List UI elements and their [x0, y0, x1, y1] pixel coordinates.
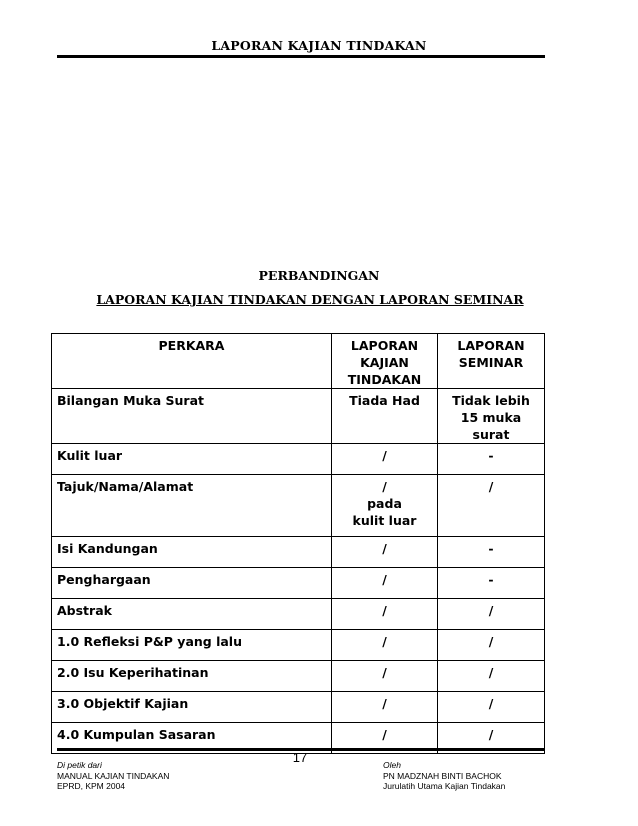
header-rule	[57, 55, 545, 58]
table-row	[52, 692, 545, 723]
table-row	[52, 568, 545, 599]
table-row	[52, 599, 545, 630]
row-seminar-value: /	[438, 630, 545, 661]
header-laporan-seminar: LAPORAN SEMINAR	[438, 334, 545, 389]
page-header-title: LAPORAN KAJIAN TINDAKAN	[211, 38, 427, 53]
header-perkara: PERKARA	[52, 334, 332, 389]
row-item: Abstrak	[52, 599, 332, 630]
footer-author	[383, 760, 505, 792]
row-seminar-value: -	[438, 444, 545, 475]
row-item: Isi Kandungan	[52, 537, 332, 568]
row-kajian-value: / pada kulit luar	[332, 475, 438, 537]
footer-author-label: Oleh	[383, 760, 401, 770]
row-seminar-value: Tidak lebih 15 muka surat	[438, 389, 545, 444]
row-item: 1.0 Refleksi P&P yang lalu	[52, 630, 332, 661]
table-row	[52, 661, 545, 692]
table-row	[52, 475, 545, 537]
row-seminar-value: -	[438, 537, 545, 568]
table-row	[52, 630, 545, 661]
footer-author-name: PN MADZNAH BINTI BACHOK	[383, 770, 502, 781]
row-item: Tajuk/Nama/Alamat	[52, 475, 332, 537]
row-seminar-value: /	[438, 475, 545, 537]
row-seminar-value: -	[438, 568, 545, 599]
row-item: 4.0 Kumpulan Sasaran	[52, 723, 332, 754]
row-item: 2.0 Isu Keperihatinan	[52, 661, 332, 692]
row-kajian-value: /	[332, 661, 438, 692]
table-row	[52, 444, 545, 475]
row-kajian-value: /	[332, 630, 438, 661]
table-row	[52, 537, 545, 568]
row-item: Bilangan Muka Surat	[52, 389, 332, 444]
footer-source-title: MANUAL KAJIAN TINDAKAN	[57, 770, 170, 781]
row-item: 3.0 Objektif Kajian	[52, 692, 332, 723]
row-seminar-value: /	[438, 692, 545, 723]
row-kajian-value: Tiada Had	[332, 389, 438, 444]
row-kajian-value: /	[332, 599, 438, 630]
page-number: 17	[292, 750, 308, 765]
row-kajian-value: /	[332, 444, 438, 475]
row-kajian-value: /	[332, 723, 438, 754]
footer-source-label: Di petik dari	[57, 760, 102, 770]
table-header-row	[52, 334, 545, 389]
comparison-table	[51, 333, 545, 754]
row-kajian-value: /	[332, 568, 438, 599]
footer-source	[57, 760, 169, 792]
row-kajian-value: /	[332, 692, 438, 723]
table-row	[52, 389, 545, 444]
row-kajian-value: /	[332, 537, 438, 568]
row-item: Kulit luar	[52, 444, 332, 475]
row-seminar-value: /	[438, 661, 545, 692]
footer-author-role: Jurulatih Utama Kajian Tindakan	[383, 781, 506, 791]
row-seminar-value: /	[438, 599, 545, 630]
header-laporan-kajian: LAPORAN KAJIAN TINDAKAN	[332, 334, 438, 389]
document-subtitle: LAPORAN KAJIAN TINDAKAN DENGAN LAPORAN SEMINAR	[96, 292, 524, 307]
footer-source-publisher: EPRD, KPM 2004	[57, 781, 126, 791]
row-item: Penghargaan	[52, 568, 332, 599]
document-title: PERBANDINGAN	[258, 268, 380, 283]
row-seminar-value: /	[438, 723, 545, 754]
